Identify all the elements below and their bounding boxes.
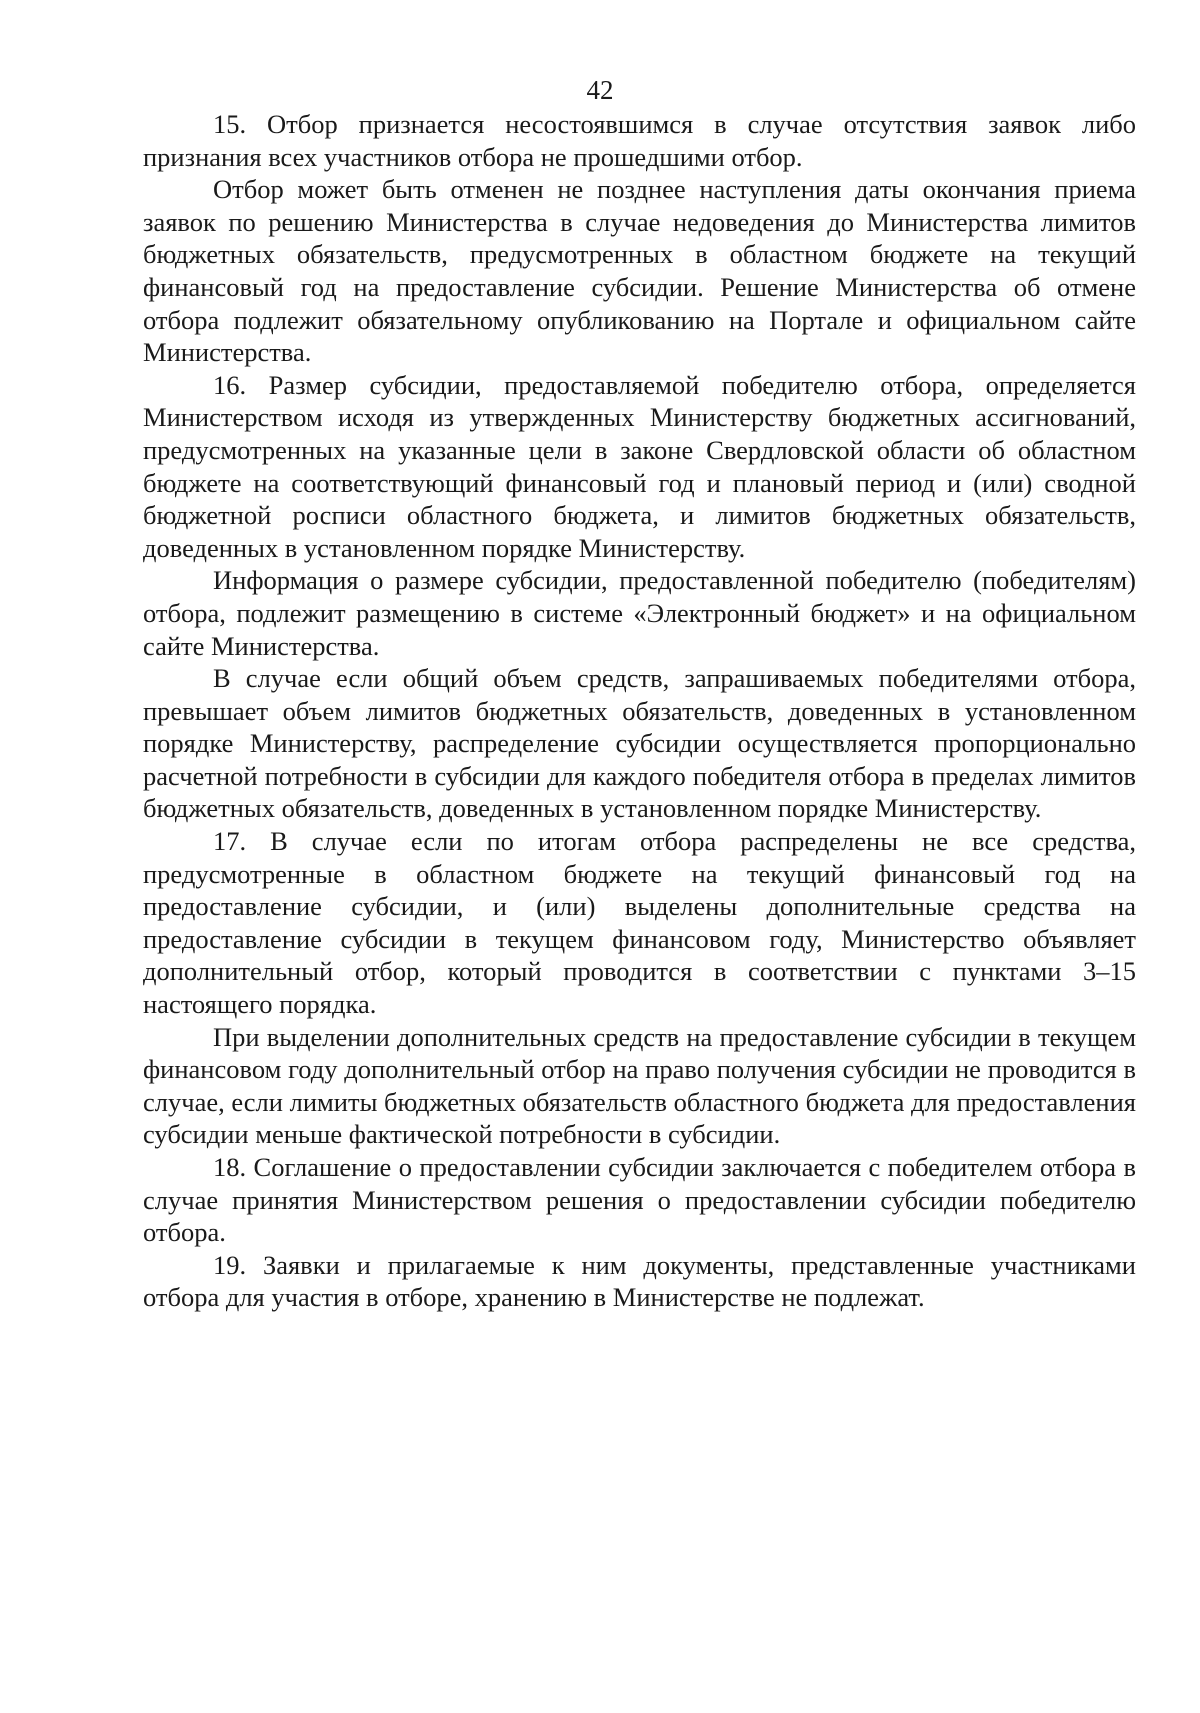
paragraph-15: 15. Отбор признается несостоявшимся в случае отсутствия заявок либо признания всех участников отбора не прошедшими отбор. [143, 109, 1136, 172]
paragraph-16-information: Информация о размере субсидии, предоставленной победителю (победителям) отбора, подлежит размещению в системе «Электронный бюджет» и на официальном сайте Министерства. [143, 565, 1136, 661]
paragraph-17: 17. В случае если по итогам отбора распределены не все средства, предусмотренные в областном бюджете на текущий финансовый год на предоставление субсидии, и (или) выделены дополнительные средства на предоставление субсидии в текущем финансовом году, Министерство объявляет дополнительный отбор, который проводится в соответствии с пунктами 3–15 настоящего порядка. [143, 826, 1136, 1020]
paragraph-18: 18. Соглашение о предоставлении субсидии заключается с победителем отбора в случае принятия Министерством решения о предоставлении субсидии победителю отбора. [143, 1152, 1136, 1248]
paragraph-17-additional-funds: При выделении дополнительных средств на предоставление субсидии в текущем финансовом году дополнительный отбор на право получения субсидии не проводится в случае, если лимиты бюджетных обязательств областного бюджета для предоставления субсидии меньше фактической потребности в субсидии. [143, 1021, 1136, 1150]
paragraph-19: 19. Заявки и прилагаемые к ним документы, представленные участниками отбора для участия в отборе, хранению в Министерстве не подлежат. [143, 1249, 1136, 1313]
page-number: 42 [586, 75, 614, 105]
paragraph-16: 16. Размер субсидии, предоставляемой победителю отбора, определяется Министерством исходя из утвержденных Министерству бюджетных ассигнований, предусмотренных на указанные цели в законе Свердловской области об областном бюджете на соответствующий финансовый год и плановый период и (или) сводной бюджетной росписи областного бюджета, и лимитов бюджетных обязательств, доведенных в установленном порядке Министерству. [143, 369, 1136, 563]
document-body [143, 108, 1136, 1314]
paragraph-15-cancellation: Отбор может быть отменен не позднее наступления даты окончания приема заявок по решению Министерства в случае недоведения до Министерства лимитов бюджетных обязательств, предусмотренных в областном бюджете на текущий финансовый год на предоставление субсидии. Решение Министерства об отмене отбора подлежит обязательному опубликованию на Портале и официальном сайте Министерства. [143, 174, 1136, 368]
paragraph-16-distribution: В случае если общий объем средств, запрашиваемых победителями отбора, превышает объем лимитов бюджетных обязательств, доведенных в установленном порядке Министерству, распределение субсидии осуществляется пропорционально расчетной потребности в субсидии для каждого победителя отбора в пределах лимитов бюджетных обязательств, доведенных в установленном порядке Министерству. [143, 663, 1136, 824]
